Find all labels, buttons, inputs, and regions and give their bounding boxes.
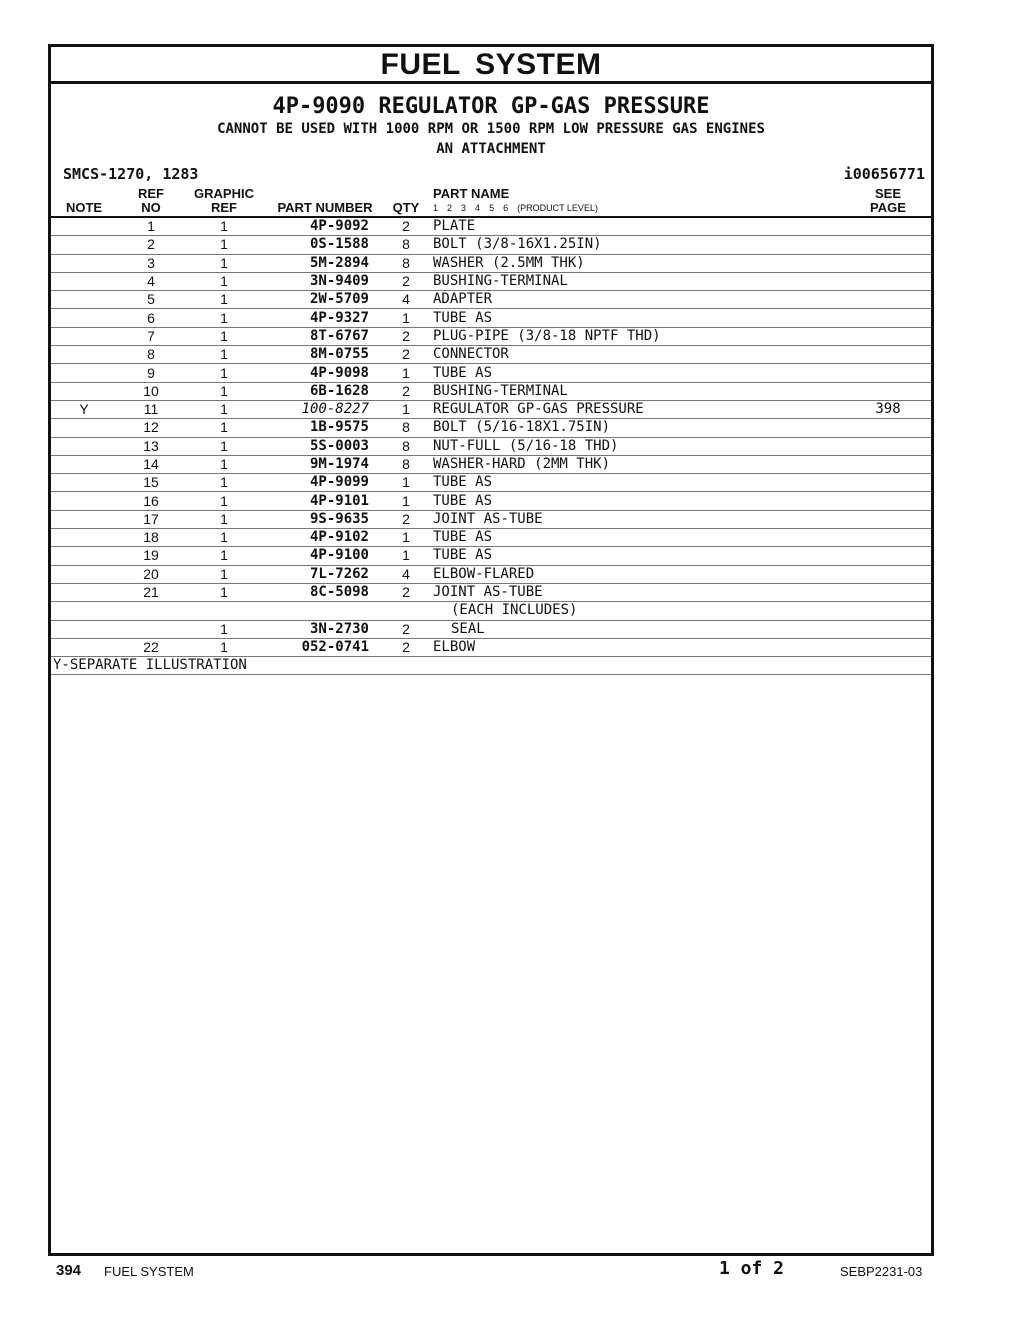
graphic-ref-cell: 1 [185, 382, 263, 400]
graphic-ref-cell: 1 [185, 492, 263, 510]
ref-no-cell: 14 [117, 455, 185, 473]
footnote: Y-SEPARATE ILLUSTRATION [51, 657, 931, 675]
part-name-cell: JOINT AS-TUBE [425, 583, 845, 601]
see-page-cell [845, 638, 931, 656]
see-page-cell [845, 547, 931, 565]
graphic-ref-cell: 1 [185, 419, 263, 437]
qty-cell: 2 [387, 510, 425, 528]
see-page-cell [845, 583, 931, 601]
header-part-number: PART NUMBER [263, 187, 387, 217]
graphic-ref-cell: 1 [185, 364, 263, 382]
graphic-ref-cell: 1 [185, 272, 263, 290]
ref-no-cell: 19 [117, 547, 185, 565]
note-cell [51, 217, 117, 236]
graphic-ref-cell [185, 602, 263, 620]
part-name-cell: ELBOW [425, 638, 845, 656]
ref-no-cell: 3 [117, 254, 185, 272]
qty-cell: 4 [387, 565, 425, 583]
part-name-cell: CONNECTOR [425, 346, 845, 364]
note-cell [51, 565, 117, 583]
qty-cell: 1 [387, 492, 425, 510]
graphic-ref-cell: 1 [185, 437, 263, 455]
note-cell [51, 474, 117, 492]
part-number-cell: 3N-9409 [263, 272, 387, 290]
table-row [51, 364, 931, 382]
qty-cell: 2 [387, 583, 425, 601]
graphic-ref-cell: 1 [185, 236, 263, 254]
ref-no-cell: 2 [117, 236, 185, 254]
part-name-cell: TUBE AS [425, 547, 845, 565]
graphic-ref-cell: 1 [185, 565, 263, 583]
part-name-cell: WASHER (2.5MM THK) [425, 254, 845, 272]
graphic-ref-cell: 1 [185, 455, 263, 473]
ref-no-cell: 22 [117, 638, 185, 656]
product-levels: 1 2 3 4 5 6 (PRODUCT LEVEL) [433, 203, 598, 213]
table-row [51, 638, 931, 656]
table-row [51, 382, 931, 400]
ref-no-cell: 8 [117, 346, 185, 364]
part-name-cell: SEAL [425, 620, 845, 638]
ref-no-cell: 6 [117, 309, 185, 327]
table-row [51, 400, 931, 418]
part-number-cell: 4P-9327 [263, 309, 387, 327]
see-page-cell [845, 254, 931, 272]
group-title: 4P-9090 REGULATOR GP-GAS PRESSURE [272, 94, 710, 119]
see-page-cell [845, 565, 931, 583]
table-row [51, 583, 931, 601]
part-name-cell: BUSHING-TERMINAL [425, 272, 845, 290]
table-row [51, 254, 931, 272]
qty-cell: 2 [387, 272, 425, 290]
part-number-cell: 9M-1974 [263, 455, 387, 473]
qty-cell: 4 [387, 291, 425, 309]
qty-cell: 8 [387, 455, 425, 473]
part-name-cell: ELBOW-FLARED [425, 565, 845, 583]
footnote-row [51, 657, 931, 675]
part-name-cell: (EACH INCLUDES) [425, 602, 845, 620]
see-page-cell [845, 419, 931, 437]
part-number-cell: 4P-9098 [263, 364, 387, 382]
qty-cell: 2 [387, 382, 425, 400]
section-title: FUEL SYSTEM [51, 47, 931, 84]
note-cell [51, 620, 117, 638]
see-page-cell [845, 346, 931, 364]
qty-cell: 8 [387, 419, 425, 437]
part-number-cell: 0S-1588 [263, 236, 387, 254]
table-row [51, 529, 931, 547]
page-number: 394 [56, 1262, 82, 1279]
part-number-cell: 2W-5709 [263, 291, 387, 309]
ref-no-cell: 4 [117, 272, 185, 290]
document-id: SEBP2231-03 [840, 1264, 923, 1279]
table-row [51, 419, 931, 437]
see-page-cell [845, 382, 931, 400]
header-ref-no: REF NO [117, 187, 185, 217]
note-cell [51, 583, 117, 601]
page-footer [0, 1258, 1020, 1288]
part-name-cell: BOLT (5/16-18X1.75IN) [425, 419, 845, 437]
see-page-cell [845, 474, 931, 492]
table-row [51, 346, 931, 364]
part-name-cell: WASHER-HARD (2MM THK) [425, 455, 845, 473]
table-header-row [51, 187, 931, 217]
part-name-cell: NUT-FULL (5/16-18 THD) [425, 437, 845, 455]
part-name-cell: BUSHING-TERMINAL [425, 382, 845, 400]
table-row [51, 474, 931, 492]
ref-no-cell: 10 [117, 382, 185, 400]
ref-no-cell: 17 [117, 510, 185, 528]
note-cell [51, 455, 117, 473]
ref-no-cell: 18 [117, 529, 185, 547]
header-graphic-ref: GRAPHIC REF [185, 187, 263, 217]
part-number-cell: 5S-0003 [263, 437, 387, 455]
part-number-cell: 3N-2730 [263, 620, 387, 638]
see-page-cell [845, 492, 931, 510]
part-name-cell: PLATE [425, 217, 845, 236]
part-number-cell: 100-8227 [263, 400, 387, 418]
table-row [51, 236, 931, 254]
part-number-cell: 4P-9100 [263, 547, 387, 565]
part-number-cell: 6B-1628 [263, 382, 387, 400]
graphic-ref-cell: 1 [185, 529, 263, 547]
part-name-cell: TUBE AS [425, 364, 845, 382]
table-row [51, 309, 931, 327]
note-cell [51, 437, 117, 455]
ref-no-cell: 20 [117, 565, 185, 583]
see-page-cell: 398 [845, 400, 931, 418]
part-number-cell: 4P-9092 [263, 217, 387, 236]
table-row [51, 565, 931, 583]
qty-cell: 8 [387, 437, 425, 455]
note-cell [51, 492, 117, 510]
ref-no-cell: 9 [117, 364, 185, 382]
graphic-ref-cell: 1 [185, 620, 263, 638]
note-cell [51, 254, 117, 272]
parts-table [51, 187, 931, 675]
table-row [51, 327, 931, 345]
note-cell [51, 272, 117, 290]
footer-section: FUEL SYSTEM [104, 1264, 194, 1279]
ref-no-cell [117, 620, 185, 638]
smcs-row [51, 163, 931, 187]
graphic-ref-cell: 1 [185, 291, 263, 309]
table-row [51, 547, 931, 565]
ref-no-cell [117, 602, 185, 620]
see-page-cell [845, 327, 931, 345]
ref-no-cell: 7 [117, 327, 185, 345]
ref-no-cell: 16 [117, 492, 185, 510]
qty-cell [387, 602, 425, 620]
table-row [51, 602, 931, 620]
part-number-cell: 4P-9099 [263, 474, 387, 492]
graphic-ref-cell: 1 [185, 400, 263, 418]
note-cell [51, 236, 117, 254]
ref-no-cell: 21 [117, 583, 185, 601]
note-cell [51, 602, 117, 620]
ref-no-cell: 12 [117, 419, 185, 437]
graphic-ref-cell: 1 [185, 346, 263, 364]
qty-cell: 1 [387, 364, 425, 382]
ref-no-cell: 11 [117, 400, 185, 418]
table-row [51, 217, 931, 236]
graphic-ref-cell: 1 [185, 474, 263, 492]
part-number-cell: 1B-9575 [263, 419, 387, 437]
note-cell [51, 382, 117, 400]
header-note: NOTE [51, 187, 117, 217]
see-page-cell [845, 291, 931, 309]
graphic-ref-cell: 1 [185, 217, 263, 236]
qty-cell: 2 [387, 346, 425, 364]
ref-no-cell: 13 [117, 437, 185, 455]
table-row [51, 492, 931, 510]
part-name-cell: REGULATOR GP-GAS PRESSURE [425, 400, 845, 418]
ref-no-cell: 15 [117, 474, 185, 492]
graphic-ref-cell: 1 [185, 254, 263, 272]
note-cell [51, 547, 117, 565]
part-number-cell: 8M-0755 [263, 346, 387, 364]
part-name-cell: TUBE AS [425, 492, 845, 510]
part-number-cell: 4P-9101 [263, 492, 387, 510]
see-page-cell [845, 455, 931, 473]
qty-cell: 1 [387, 547, 425, 565]
note-cell [51, 327, 117, 345]
part-name-cell: BOLT (3/8-16X1.25IN) [425, 236, 845, 254]
note-cell [51, 510, 117, 528]
part-number-cell: 5M-2894 [263, 254, 387, 272]
header-part-name: PART NAME 1 2 3 4 5 6 (PRODUCT LEVEL) [425, 187, 845, 217]
table-row [51, 510, 931, 528]
see-page-cell [845, 364, 931, 382]
header-see-page: SEE PAGE [845, 187, 931, 217]
part-number-cell: 7L-7262 [263, 565, 387, 583]
part-number-cell: 052-0741 [263, 638, 387, 656]
qty-cell: 2 [387, 638, 425, 656]
qty-cell: 1 [387, 309, 425, 327]
note-cell [51, 419, 117, 437]
subtitle-attachment: AN ATTACHMENT [436, 141, 546, 157]
note-cell [51, 291, 117, 309]
see-page-cell [845, 437, 931, 455]
note-cell: Y [51, 400, 117, 418]
part-number-cell: 9S-9635 [263, 510, 387, 528]
parts-table-body [51, 217, 931, 675]
part-name-cell: JOINT AS-TUBE [425, 510, 845, 528]
table-row [51, 620, 931, 638]
graphic-ref-cell: 1 [185, 309, 263, 327]
see-page-cell [845, 510, 931, 528]
note-cell [51, 309, 117, 327]
part-number-cell: 4P-9102 [263, 529, 387, 547]
see-page-cell [845, 529, 931, 547]
qty-cell: 2 [387, 217, 425, 236]
page-of-count: 1 of 2 [719, 1258, 785, 1279]
see-page-cell [845, 272, 931, 290]
part-number-cell [263, 602, 387, 620]
smcs-code: SMCS-1270, 1283 [63, 165, 199, 183]
table-row [51, 272, 931, 290]
graphic-ref-cell: 1 [185, 327, 263, 345]
see-page-cell [845, 602, 931, 620]
part-name-cell: ADAPTER [425, 291, 845, 309]
see-page-cell [845, 620, 931, 638]
graphic-ref-cell: 1 [185, 638, 263, 656]
ref-no-cell: 5 [117, 291, 185, 309]
header-qty: QTY [387, 187, 425, 217]
qty-cell: 2 [387, 327, 425, 345]
qty-cell: 1 [387, 474, 425, 492]
part-name-cell: TUBE AS [425, 529, 845, 547]
parts-page-frame [48, 44, 934, 1256]
note-cell [51, 638, 117, 656]
table-row [51, 291, 931, 309]
part-name-cell: PLUG-PIPE (3/8-18 NPTF THD) [425, 327, 845, 345]
see-page-cell [845, 236, 931, 254]
qty-cell: 1 [387, 529, 425, 547]
part-name-cell: TUBE AS [425, 309, 845, 327]
table-row [51, 455, 931, 473]
qty-cell: 8 [387, 254, 425, 272]
subtitle-restriction: CANNOT BE USED WITH 1000 RPM OR 1500 RPM LOW PRESSURE GAS ENGINES [217, 121, 765, 137]
illustration-id: i00656771 [843, 165, 925, 183]
qty-cell: 1 [387, 400, 425, 418]
ref-no-cell: 1 [117, 217, 185, 236]
graphic-ref-cell: 1 [185, 547, 263, 565]
note-cell [51, 346, 117, 364]
graphic-ref-cell: 1 [185, 583, 263, 601]
see-page-cell [845, 309, 931, 327]
note-cell [51, 529, 117, 547]
part-number-cell: 8C-5098 [263, 583, 387, 601]
qty-cell: 2 [387, 620, 425, 638]
graphic-ref-cell: 1 [185, 510, 263, 528]
table-row [51, 437, 931, 455]
see-page-cell [845, 217, 931, 236]
part-name-cell: TUBE AS [425, 474, 845, 492]
part-number-cell: 8T-6767 [263, 327, 387, 345]
qty-cell: 8 [387, 236, 425, 254]
note-cell [51, 364, 117, 382]
